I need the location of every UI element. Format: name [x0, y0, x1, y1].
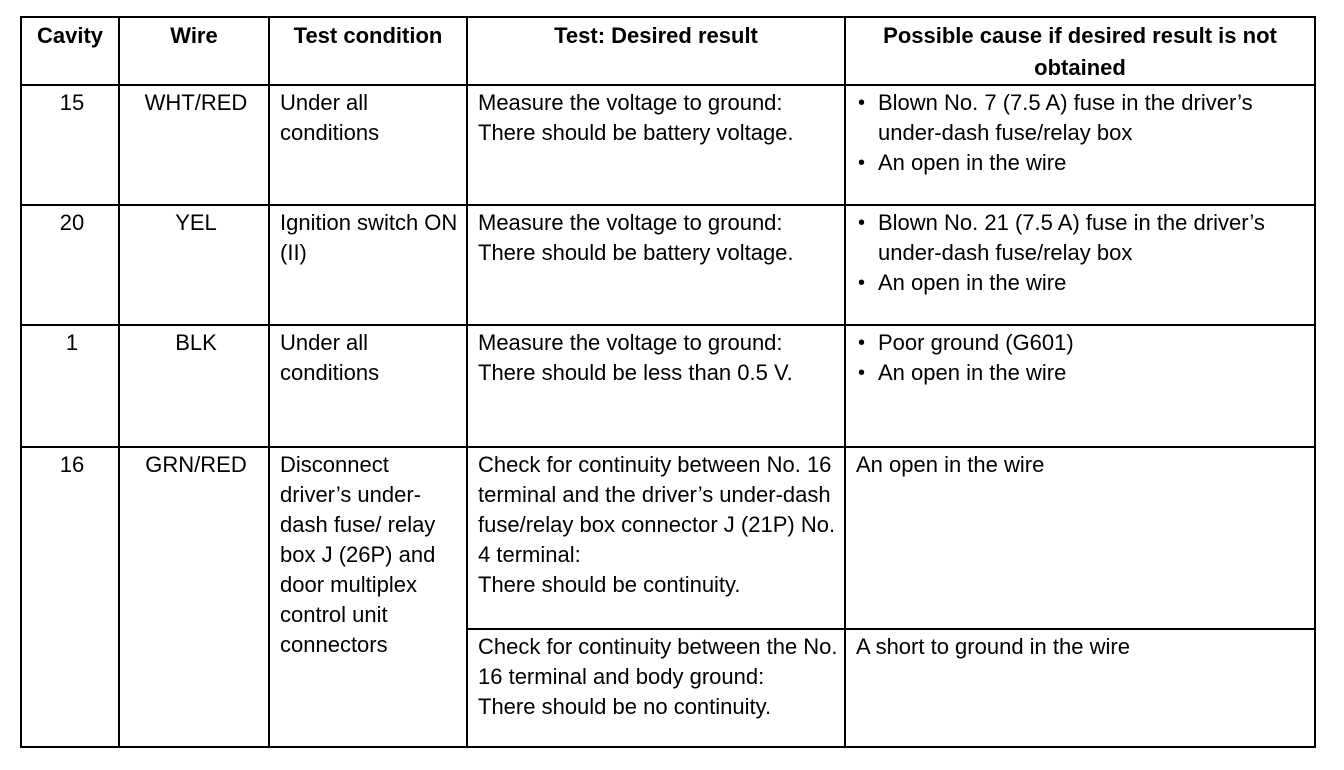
result-line: There should be less than 0.5 V. [478, 360, 793, 385]
header-test-condition: Test condition [269, 17, 467, 85]
cavity-cell: 15 [21, 85, 119, 205]
cause-cell [845, 205, 1315, 325]
result-cell [467, 629, 845, 747]
header-desired-result: Test: Desired result [467, 17, 845, 85]
result-line: There should be no continuity. [478, 694, 772, 719]
result-line: Measure the voltage to ground: [478, 210, 783, 235]
header-row [21, 17, 1315, 85]
header-cavity: Cavity [21, 17, 119, 85]
result-line: There should be battery voltage. [478, 120, 794, 145]
table-row [21, 85, 1315, 205]
condition-cell: Disconnect driver’s under-dash fuse/ relay box J (26P) and door multiplex control unit connectors [269, 447, 467, 747]
cause-item: • Poor ground (G601) [856, 328, 1308, 358]
header-possible-cause: Possible cause if desired result is not obtained [845, 17, 1315, 85]
cause-list [856, 208, 1308, 298]
cavity-cell: 20 [21, 205, 119, 325]
cause-list [856, 328, 1308, 388]
condition-cell: Under all conditions [269, 325, 467, 447]
cause-item: • An open in the wire [856, 148, 1308, 178]
result-line: There should be continuity. [478, 572, 741, 597]
result-line: Check for continuity between No. 16 terminal and the driver’s under-dash fuse/relay box connector J (21P) No. 4 terminal: [478, 452, 836, 567]
result-cell [467, 205, 845, 325]
wire-cell: BLK [119, 325, 269, 447]
cause-cell: An open in the wire [845, 447, 1315, 629]
result-cell [467, 447, 845, 629]
wire-cell: YEL [119, 205, 269, 325]
header-wire: Wire [119, 17, 269, 85]
table-row [21, 325, 1315, 447]
test-table [20, 16, 1316, 748]
condition-cell: Under all conditions [269, 85, 467, 205]
troubleshooting-sheet [20, 16, 1314, 748]
cause-cell: A short to ground in the wire [845, 629, 1315, 747]
result-line: Measure the voltage to ground: [478, 330, 783, 355]
table-row [21, 205, 1315, 325]
cause-cell [845, 325, 1315, 447]
wire-cell: GRN/RED [119, 447, 269, 747]
cause-item: • Blown No. 21 (7.5 A) fuse in the driver’s under-dash fuse/relay box [856, 208, 1308, 268]
result-cell [467, 85, 845, 205]
cavity-cell: 16 [21, 447, 119, 747]
cause-item: • An open in the wire [856, 268, 1308, 298]
cause-list [856, 88, 1308, 178]
table-row [21, 447, 1315, 629]
cavity-cell: 1 [21, 325, 119, 447]
cause-cell [845, 85, 1315, 205]
condition-cell: Ignition switch ON (II) [269, 205, 467, 325]
result-cell [467, 325, 845, 447]
cause-item: • Blown No. 7 (7.5 A) fuse in the driver’s under-dash fuse/relay box [856, 88, 1308, 148]
cause-item: • An open in the wire [856, 358, 1308, 388]
result-line: There should be battery voltage. [478, 240, 794, 265]
result-line: Measure the voltage to ground: [478, 90, 783, 115]
result-line: Check for continuity between the No. 16 terminal and body ground: [478, 634, 838, 689]
wire-cell: WHT/RED [119, 85, 269, 205]
